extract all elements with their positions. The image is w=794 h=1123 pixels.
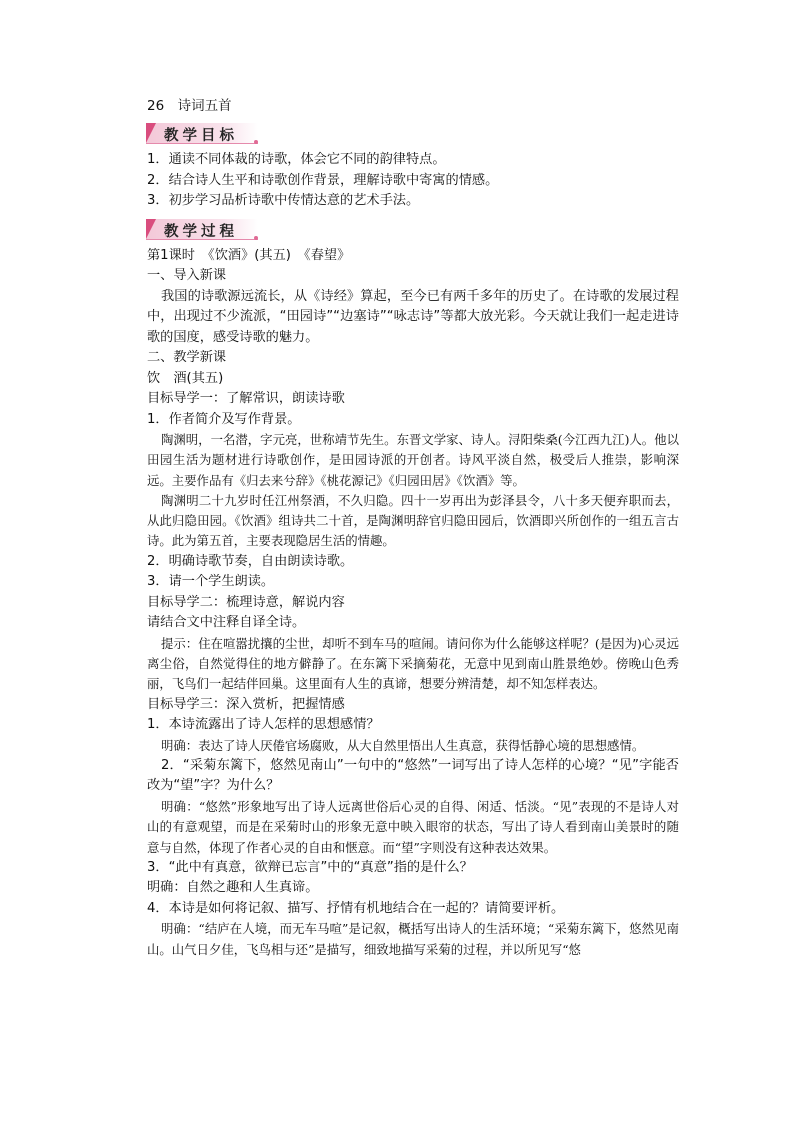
lesson-period: 第1课时 《饮酒》(其五) 《春望》 [147,247,351,263]
question-3: 3．“此中有真意，欲辩已忘言”中的“真意”指的是什么？ [147,859,473,875]
goal-guide-2-item: 请结合文中注释自译全诗。 [147,615,306,631]
goal-item: 2．结合诗人生平和诗歌创作背景，理解诗歌中寄寓的情感。 [147,172,499,188]
goal-guide-1-item: 2．明确诗歌节奏，自由朗读诗歌。 [147,553,354,569]
header-dot-icon [254,236,258,240]
background-paragraph: 陶渊明二十九岁时任江州祭酒，不久归隐。四十一岁再出为彭泽县令，八十多天便弃职而去，从此归隐田园。《饮酒》组诗共二十首，是陶渊明辞官归隐田园后，饮酒即兴所创作的一组五言古诗。此为第五首，主要表现隐居生活的情趣。 [147,492,679,549]
poem-title: 饮 酒(其五) [147,370,224,386]
goal-item: 3．初步学习品析诗歌中传情达意的艺术手法。 [147,193,420,208]
section-header-goals [146,120,679,147]
lesson-title: 26 诗词五首 [147,98,232,114]
question-4: 4．本诗是如何将记叙、描写、抒情有机地结合在一起的？请简要评析。 [147,900,565,916]
goal-guide-1-item: 1．作者简介及写作背景。 [147,411,301,427]
goal-item: 1．通读不同体裁的诗歌，体会它不同的韵律特点。 [147,152,446,167]
header-triangle-icon [146,123,156,143]
goal-guide-1: 目标导学一：了解常识，朗读诗歌 [147,391,345,406]
goal-guide-1-item: 3．请一个学生朗读。 [147,574,275,590]
goal-guide-3: 目标导学三：深入赏析，把握情感 [147,696,345,712]
translation-hint: 提示：住在喧嚣扰攘的尘世，却听不到车马的喧闹。请问你为什么能够这样呢？(是因为)心灵远离尘俗，自然觉得住的地方僻静了。在东篱下采摘菊花，无意中见到南山胜景绝妙。傍晚山色秀丽，飞鸟们一起结伴回巢。这里面有人生的真谛，想要分辨清楚，却不知怎样表达。 [147,635,679,692]
header-dot-icon [254,140,258,144]
answer-2: 明确：“悠然”形象地写出了诗人远离世俗后心灵的自得、闲适、恬淡。“见”表现的不是诗人对山的有意观望，而是在采菊时山的形象无意中映入眼帘的状态，写出了诗人看到南山美景时的随意与自然，体现了作者心灵的自由和惬意。而“望”字则没有这种表达效果。 [147,798,679,855]
author-bio-paragraph: 陶渊明，一名潜，字元亮，世称靖节先生。东晋文学家、诗人。浔阳柴桑(今江西九江)人。他以田园生活为题材进行诗歌创作，是田园诗派的开创者。诗风平淡自然，极受后人推崇，影响深远。主要作品有《归去来兮辞》《桃花源记》《归园田居》《饮酒》等。 [147,432,679,488]
lesson-content [147,96,679,960]
answer-1: 明确：表达了诗人厌倦官场腐败，从大自然里悟出人生真意，获得恬静心境的思想感情。 [161,737,645,753]
header-goals-text: 教学目标 [164,127,238,144]
section-intro-heading: 一、导入新课 [147,268,227,283]
question-2: 2．“采菊东篱下，悠然见南山”一句中的“悠然”一词写出了诗人怎样的心境？“见”字能否改为“望”字？为什么？ [147,757,679,794]
answer-3: 明确：自然之趣和人生真谛。 [147,880,319,896]
intro-paragraph: 我国的诗歌源远流长，从《诗经》算起，至今已有两千多年的历史了。在诗歌的发展过程中，出现过不少流派，“田园诗”“边塞诗”“咏志诗”等都大放光彩。今天就让我们一起走进诗歌的国度，感受诗歌的魅力。 [147,288,679,345]
header-triangle-icon [146,219,156,239]
question-1: 1．本诗流露出了诗人怎样的思想感情？ [147,717,380,733]
header-process-text: 教学过程 [164,222,238,240]
section-header-process [146,216,679,243]
answer-4: 明确：“结庐在人境，而无车马喧”是记叙，概括写出诗人的生活环境；“采菊东篱下，悠然见南山。山气日夕佳，飞鸟相与还”是描写，细致地描写采菊的过程，并以所见写“悠 [147,921,679,957]
section-teaching-heading: 二、教学新课 [147,350,227,365]
goal-guide-2: 目标导学二：梳理诗意，解说内容 [147,594,345,610]
